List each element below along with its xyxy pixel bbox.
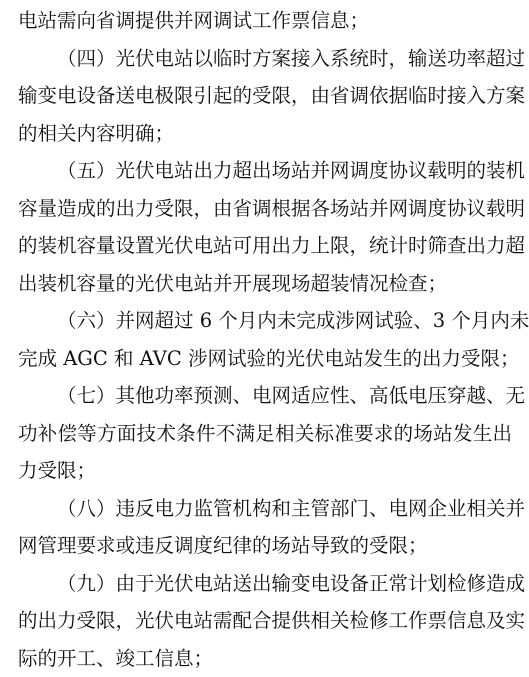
text-line: （六）并网超过 6 个月内未完成涉网试验、3 个月内未 [18,302,512,340]
text-line: 网管理要求或违反调度纪律的场站导致的受限； [18,527,512,565]
text-line: 输变电设备送电极限引起的受限，由省调依据临时接入方案 [18,77,512,115]
text-line: 出装机容量的光伏电站并开展现场超装情况检查； [18,265,512,303]
text-line: （五）光伏电站出力超出场站并网调度协议载明的装机 [18,152,512,190]
text-line: 容量造成的出力受限，由省调根据各场站并网调度协议载明 [18,190,512,228]
text-line: 功补偿等方面技术条件不满足相关标准要求的场站发生出 [18,415,512,453]
text-line: （九）由于光伏电站送出输变电设备正常计划检修造成 [18,565,512,603]
text-line: 力受限； [18,452,512,490]
text-line: 的装机容量设置光伏电站可用出力上限，统计时筛查出力超 [18,227,512,265]
paragraph-item-4 [18,40,512,153]
text-line: （八）违反电力监管机构和主管部门、电网企业相关并 [18,490,512,528]
paragraph-continuation [18,2,512,40]
paragraph-item-5 [18,152,512,302]
text-line: 完成 AGC 和 AVC 涉网试验的光伏电站发生的出力受限； [18,340,512,378]
text-line: （四）光伏电站以临时方案接入系统时，输送功率超过 [18,40,512,78]
paragraph-item-8 [18,490,512,565]
paragraph-item-9 [18,565,512,677]
text-line: 电站需向省调提供并网调试工作票信息； [18,2,512,40]
paragraph-item-7 [18,377,512,490]
text-line: 的出力受限，光伏电站需配合提供相关检修工作票信息及实 [18,602,512,640]
paragraph-item-6 [18,302,512,377]
text-line: 的相关内容明确； [18,115,512,153]
text-line: （七）其他功率预测、电网适应性、高低电压穿越、无 [18,377,512,415]
text-line: 际的开工、竣工信息； [18,640,512,677]
document-body [18,2,512,677]
